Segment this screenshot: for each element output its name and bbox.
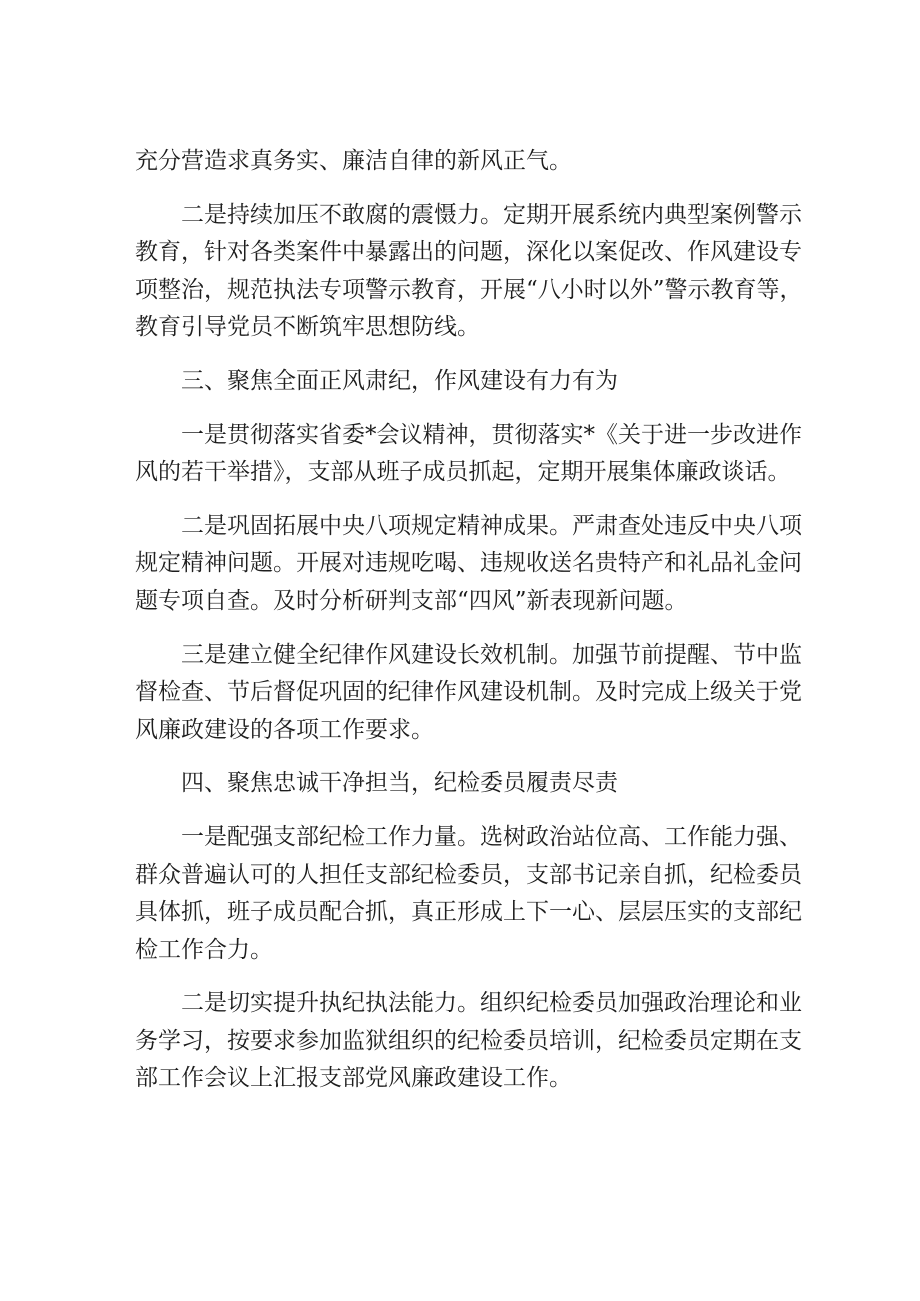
paragraph-line: 部工作会议上汇报支部党风廉政建设工作。 <box>135 1065 572 1092</box>
paragraph-line: 二是切实提升执纪执法能力。组织纪检委员加强政治理论和业 <box>181 990 802 1017</box>
paragraph-line: 一是贯彻落实省委*会议精神，贯彻落实*《关于进一步改进作 <box>181 421 802 448</box>
paragraph-line: 教育引导党员不断筑牢思想防线。 <box>135 314 480 341</box>
paragraph-line: 务学习，按要求参加监狱组织的纪检委员培训，纪检委员定期在支 <box>135 1027 802 1054</box>
paragraph-line: 题专项自查。及时分析研判支部“四风”新表现新问题。 <box>135 587 688 614</box>
paragraph-line: 风廉政建设的各项工作要求。 <box>135 716 434 743</box>
section-heading: 四、聚焦忠诚干净担当，纪检委员履责尽责 <box>181 770 618 797</box>
paragraph-line: 项整治，规范执法专项警示教育，开展“八小时以外”警示教育等， <box>135 276 803 303</box>
section-heading: 三、聚焦全面正风肃纪，作风建设有力有为 <box>181 367 618 394</box>
paragraph-line: 督检查、节后督促巩固的纪律作风建设机制。及时完成上级关于党 <box>135 679 802 706</box>
document-body <box>135 143 801 1098</box>
paragraph-line: 充分营造求真务实、廉洁自律的新风正气。 <box>135 148 572 174</box>
paragraph-line: 检工作合力。 <box>135 936 273 963</box>
paragraph-line: 风的若干举措》，支部从班子成员抓起，定期开展集体廉政谈话。 <box>135 459 791 486</box>
paragraph-line: 一是配强支部纪检工作力量。选树政治站位高、工作能力强、 <box>181 823 802 850</box>
paragraph-line: 教育，针对各类案件中暴露出的问题，深化以案促改、作风建设专 <box>135 239 802 266</box>
paragraph-line: 二是巩固拓展中央八项规定精神成果。严肃查处违反中央八项 <box>181 512 802 539</box>
paragraph-line: 具体抓，班子成员配合抓，真正形成上下一心、层层压实的支部纪 <box>135 899 802 926</box>
paragraph-line: 三是建立健全纪律作风建设长效机制。加强节前提醒、节中监 <box>181 641 802 668</box>
paragraph-line: 群众普遍认可的人担任支部纪检委员，支部书记亲自抓，纪检委员 <box>135 861 802 888</box>
paragraph-line: 规定精神问题。开展对违规吃喝、违规收送名贵特产和礼品礼金问 <box>135 550 802 577</box>
paragraph-line: 二是持续加压不敢腐的震慑力。定期开展系统内典型案例警示 <box>181 201 802 228</box>
